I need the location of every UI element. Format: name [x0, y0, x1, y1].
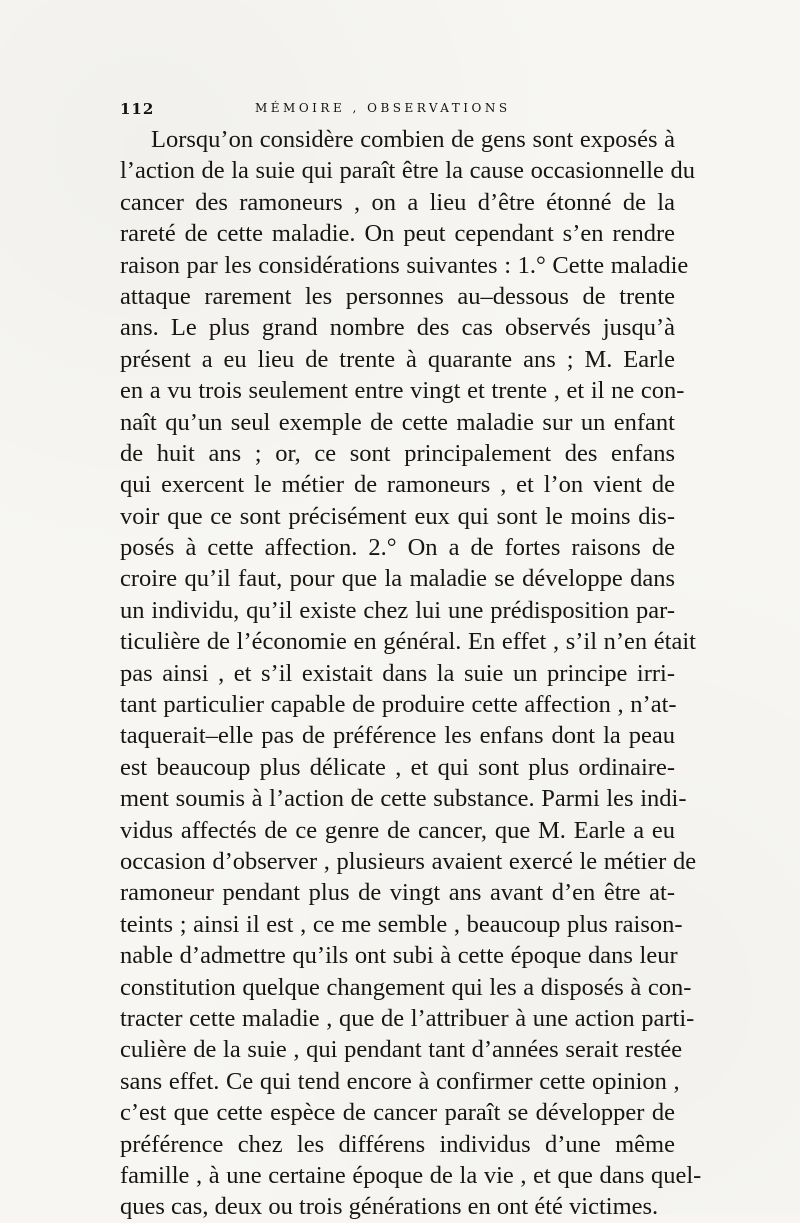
text-line: l’action de la suie qui paraît être la cause occasionnelle du — [120, 157, 696, 185]
text-line: cancer des ramoneurs , on a lieu d’être étonné de la — [120, 188, 675, 216]
text-line: de huit ans ; or, ce sont principalement des enfans — [120, 439, 675, 467]
text-line: tracter cette maladie , que de l’attribuer à une action parti- — [120, 1004, 695, 1032]
text-line: Lorsqu’on considère combien de gens sont exposés à — [151, 126, 675, 153]
text-line: nable d’admettre qu’ils ont subi à cette époque dans leur — [120, 942, 678, 970]
text-line: croire qu’il faut, pour que la maladie se développe dans — [120, 565, 675, 593]
text-line: taquerait–elle pas de préférence les enfans dont la peau — [120, 722, 675, 750]
text-line: raison par les considérations suivantes : 1.° Cette maladie — [120, 251, 689, 279]
text-line: un individu, qu’il existe chez lui une prédisposition par- — [120, 596, 675, 624]
text-line: présent a eu lieu de trente à quarante ans ; M. Earle — [120, 345, 675, 373]
text-line: rareté de cette maladie. On peut cependant s’en rendre — [120, 220, 675, 248]
text-line: posés à cette affection. 2.° On a de fortes raisons de — [120, 534, 675, 562]
text-line: naît qu’un seul exemple de cette maladie sur un enfant — [120, 408, 675, 436]
text-line: voir que ce sont précisément eux qui sont le moins dis- — [120, 502, 675, 530]
body-text — [120, 124, 702, 1223]
text-line: vidus affectés de ce genre de cancer, que M. Earle a eu — [120, 816, 675, 844]
text-line: ticulière de l’économie en général. En effet , s’il n’en était — [120, 628, 696, 656]
text-line: constitution quelque changement qui les a disposés à con- — [120, 973, 692, 1001]
text-line: qui exercent le métier de ramoneurs , et l’on vient de — [120, 471, 675, 499]
page-number: 112 — [120, 100, 155, 118]
text-line: ques cas, deux ou trois générations en ont été victimes. — [120, 1193, 659, 1221]
text-line: c’est que cette espèce de cancer paraît se développer de — [120, 1099, 675, 1127]
running-title: MÉMOIRE , OBSERVATIONS — [255, 101, 511, 115]
text-line: sans effet. Ce qui tend encore à confirmer cette opinion , — [120, 1067, 680, 1095]
text-line: tant particulier capable de produire cette affection , n’at- — [120, 691, 677, 719]
text-line: préférence chez les différens individus d’une même — [120, 1130, 675, 1158]
text-line: ment soumis à l’action de cette substance. Parmi les indi- — [120, 785, 687, 813]
text-line: famille , à une certaine époque de la vie , et que dans quel- — [120, 1161, 702, 1189]
text-line: attaque rarement les personnes au–dessous de trente — [120, 282, 675, 310]
text-line: ans. Le plus grand nombre des cas observés jusqu’à — [120, 314, 675, 342]
text-line: teints ; ainsi il est , ce me semble , beaucoup plus raison- — [120, 910, 683, 938]
text-line: en a vu trois seulement entre vingt et trente , et il ne con- — [120, 377, 685, 405]
text-line: occasion d’observer , plusieurs avaient exercé le métier de — [120, 847, 697, 875]
text-line: pas ainsi , et s’il existait dans la suie un principe irri- — [120, 659, 675, 687]
text-line: est beaucoup plus délicate , et qui sont plus ordinaire- — [120, 753, 675, 781]
text-line: ramoneur pendant plus de vingt ans avant d’en être at- — [120, 879, 675, 907]
running-head — [120, 100, 680, 122]
text-line: culière de la suie , qui pendant tant d’années serait restée — [120, 1036, 683, 1064]
